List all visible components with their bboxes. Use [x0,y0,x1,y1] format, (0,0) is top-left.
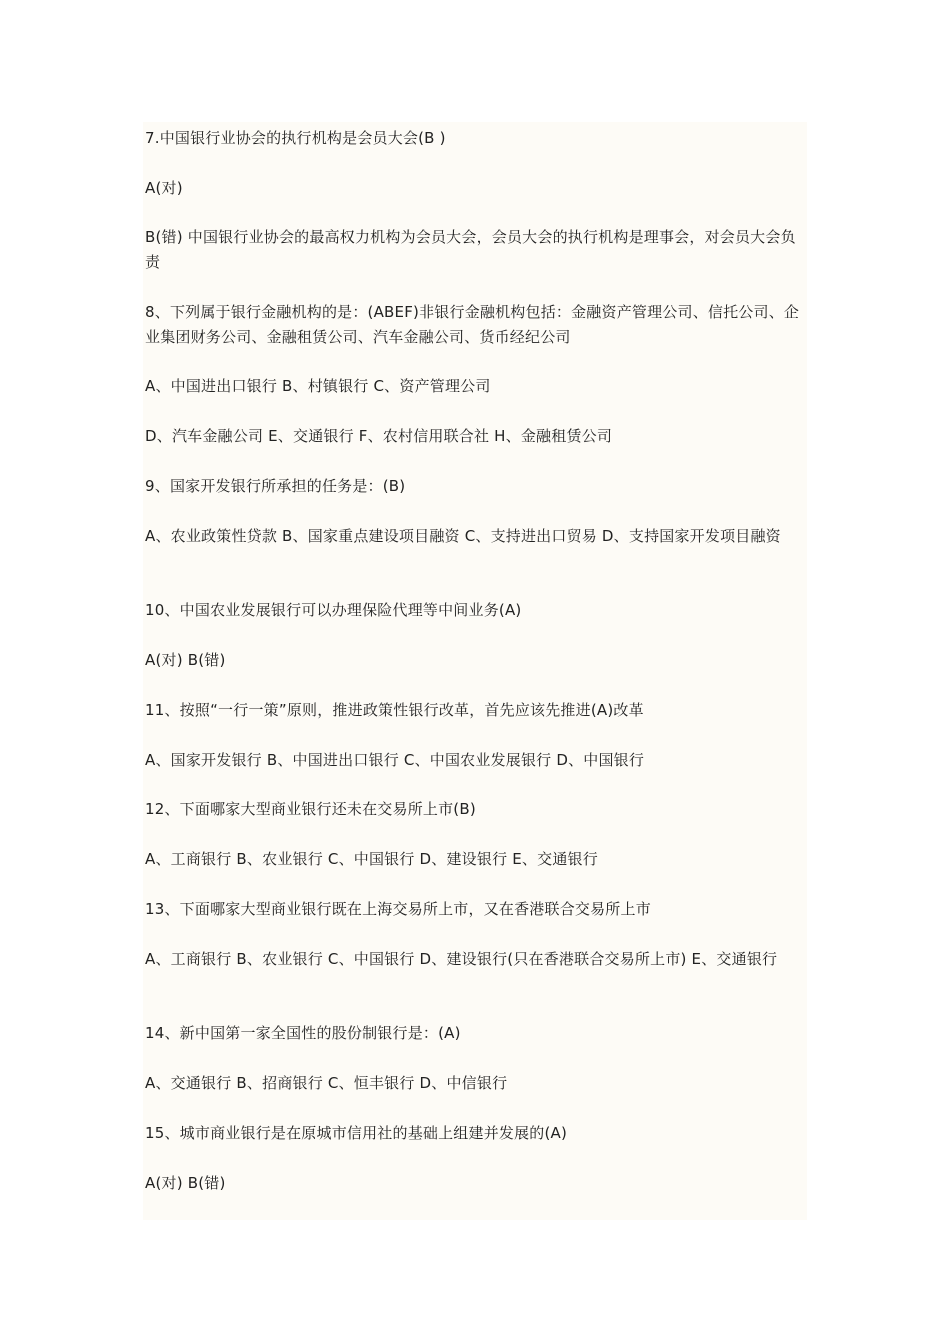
question-12: 12、下面哪家大型商业银行还未在交易所上市(B) [145,800,476,818]
q10-options: A(对) B(错) [145,651,226,669]
q7-option-b: B(错) 中国银行业协会的最高权力机构为会员大会，会员大会的执行机构是理事会，对会员大会负责 [145,228,796,271]
q13-options: A、工商银行 B、农业银行 C、中国银行 D、建设银行(只在香港联合交易所上市) E、交通银行 [145,950,778,968]
question-11: 11、按照“一行一策”原则，推进政策性银行改革，首先应该先推进(A)改革 [145,701,644,719]
q7-option-a: A(对) [145,179,183,197]
document-content [143,122,807,1220]
question-15: 15、城市商业银行是在原城市信用社的基础上组建并发展的(A) [145,1124,568,1142]
q12-options: A、工商银行 B、农业银行 C、中国银行 D、建设银行 E、交通银行 [145,850,598,868]
question-10: 10、中国农业发展银行可以办理保险代理等中间业务(A) [145,601,522,619]
question-7: 7.中国银行业协会的执行机构是会员大会(B ) [145,129,446,147]
question-8: 8、下列属于银行金融机构的是：(ABEF)非银行金融机构包括：金融资产管理公司、信托公司、企业集团财务公司、金融租赁公司、汽车金融公司、货币经纪公司 [145,303,800,346]
q8-options-1: A、中国进出口银行 B、村镇银行 C、资产管理公司 [145,377,491,395]
question-14: 14、新中国第一家全国性的股份制银行是：(A) [145,1024,461,1042]
q8-options-2: D、汽车金融公司 E、交通银行 F、农村信用联合社 H、金融租赁公司 [145,427,613,445]
q11-options: A、国家开发银行 B、中国进出口银行 C、中国农业发展银行 D、中国银行 [145,751,645,769]
q9-options: A、农业政策性贷款 B、国家重点建设项目融资 C、支持进出口贸易 D、支持国家开发项目融资 [145,527,781,545]
q14-options: A、交通银行 B、招商银行 C、恒丰银行 D、中信银行 [145,1074,508,1092]
question-13: 13、下面哪家大型商业银行既在上海交易所上市，又在香港联合交易所上市 [145,900,651,918]
q15-options: A(对) B(错) [145,1174,226,1192]
question-9: 9、国家开发银行所承担的任务是：(B) [145,477,406,495]
